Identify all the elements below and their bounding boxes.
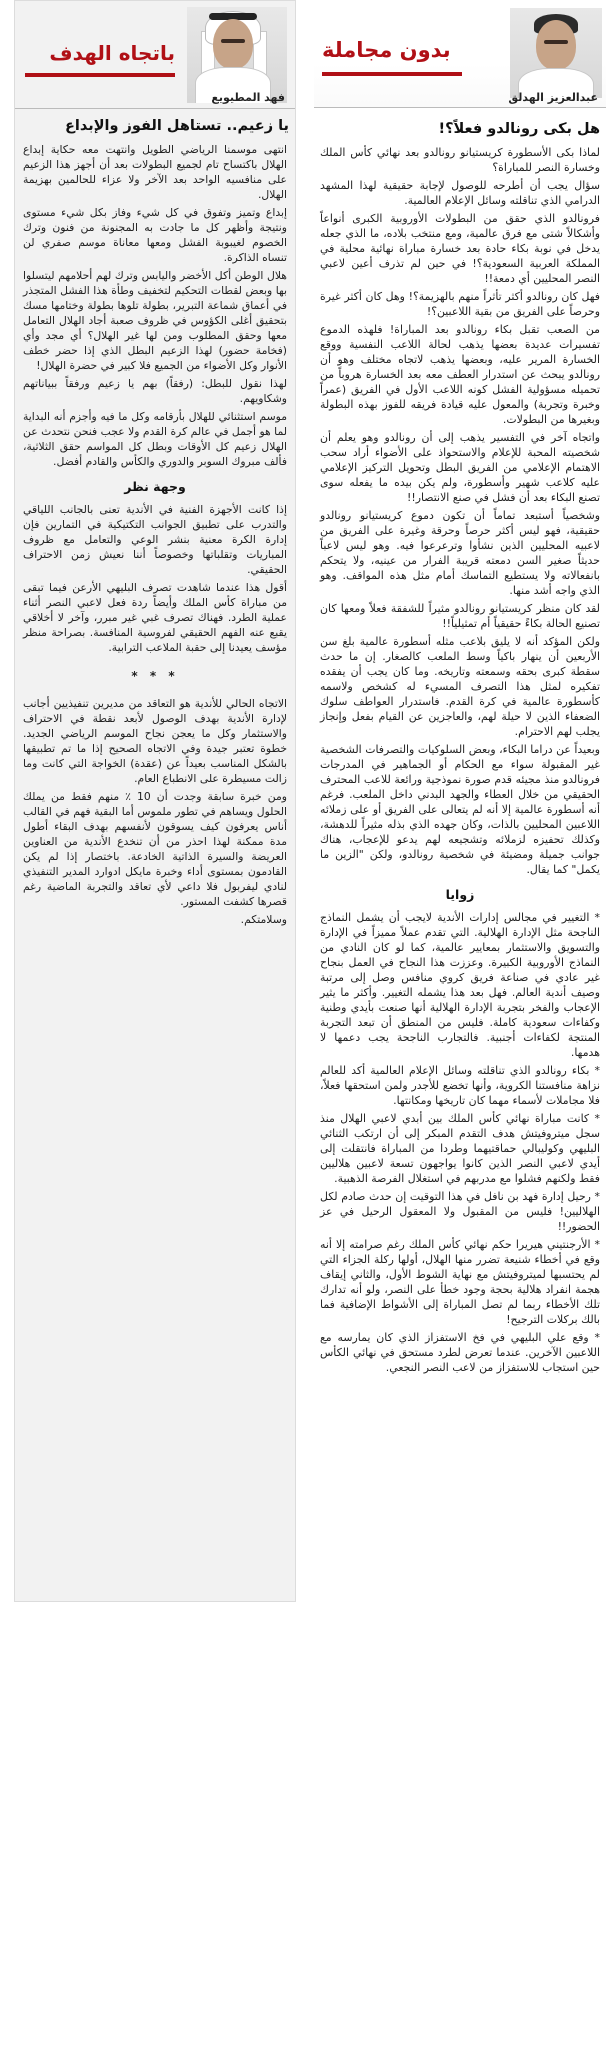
paragraph: إذا كانت الأجهزة الفنية في الأندية تعنى بالجانب اللياقي والتدرب على تطبيق الجوانب التكتيكية في التمارين فإن إدارة الكرة معنية بنشر الوعي والتعامل مع ظروف المباريات وتقلباتها وخصوصاً أننا نعيش زمن الاحتراف الحقيقي. [23,502,287,576]
column-header [314,0,606,108]
article-body [15,142,295,927]
paragraph: وبعيداً عن دراما البكاء، وبعض السلوكيات والتصرفات الشخصية غير المقبولة سواء مع الحكام أو الجماهير في المدرجات فرونالدو منذ مجيئه قدم صورة نموذجية ورائعة للاعب المحترف الحقيقي من خلال العطاء والجهد البدني داخل الملعب. فرغم أنه أسطورة عالمية إلا أنه لم يتعالى على الفريق أو على زملائه اللاعبين المحليين بالذات، وكان جهده الذي بذله مثيراً للدهشة، وكذلك تحفيزه لزملائه وتشجيعه لهم يدعو للإعجاب، هناك جوانب جميلة ومضيئة في شخصية رونالدو، ولكن "الزين ما يكمل" كما يقال. [320,742,600,876]
column-title: باتجاه الهدف [49,41,175,65]
article-title: هل بكى رونالدو فعلاً؟! [438,121,600,137]
paragraph: لماذا بكى الأسطورة كريستيانو رونالدو بعد نهائي كأس الملك وخسارة النصر للمباراة؟ [320,145,600,174]
closing-line: وسلامتكم. [240,912,287,926]
paragraph: سؤال يجب أن أطرحه للوصول لإجابة حقيقية لهذا المشهد الدرامي الذي تناقلته وسائل الإعلام العالمية. [320,178,600,207]
author-photo-icon [510,8,602,98]
zawaya-item: * الأرجنتيني هيريرا حكم نهائي كأس الملك رغم صرامته إلا أنه وقع في أخطاء شنيعة تضرر منها الهلال، أولها ركلة الجزاء التي لم يحتسبها لميتروفيتش مع نهاية الشوط الأول، والثاني إيقاف هجمة انفراد هلالية بحجة وجود خطأ على النصر، ولو أنه تدارك تلك الأخطاء ربما لم تصل المباراة إلى الأشواط الإضافية فما بالك بركلات الترجيح! [320,1237,600,1326]
author-name: فهد المطيويع [211,91,285,104]
accent-bar [322,72,462,76]
paragraph: موسم استثنائي للهلال بأرقامه وكل ما فيه وأجزم أنه البداية لما هو أجمل في عالم كرة القدم ولا عجب فنحن نتحدث عن الهلال زعيم كل الأوقات وبطل كل المواسم حقق الثلاثية، فألف مبروك السوبر والدوري والكأس والقادم أفضل. [23,409,287,468]
paragraph: فرونالدو الذي حقق من البطولات الأوروبية الكبرى أنواعاً وأشكالاً شتى مع فرق عالمية، ومع منتخب بلاده، ما الذي جعله يدخل في نوبة بكاء حادة بعد خسارة مباراة نهائية محلية في المملكة العربية السعودية؟! في حين لم تذرف أعين لاعبي النصر المحليين أي دمعة!! [320,211,600,285]
paragraph: من الصعب تقبل بكاء رونالدو بعد المباراة! فلهذه الدموع تفسيرات عديدة بعضها يذهب لحالة اللاعب النفسية ووقع الخسارة المرير عليه، وبعضها يذهب لاتجاه مختلف وهو أن رونالدو يبحث عن استدرار العطف معه بعد الخسارة هروباً من تحميله مسؤولية الفشل كونه اللاعب الأول في الفريق (عمراً وخبرة وتجربة) والمعول عليه قيادة فريقه للفوز بهذه البطولة وبغيرها من البطولات. [320,322,600,426]
accent-bar [25,73,175,77]
zawaya-item: * كانت مباراة نهائي كأس الملك بين أبدي لاعبي الهلال منذ سجل ميتروفيتش هدف التقدم المبكر إلى أن ارتكب الثنائي البليهي وكوليبالي حماقتيهما وطردا من المباراة فانتقلت إلى أيدي لاعبي النصر الذين كانوا يواجهون تسعة لاعبين هلاليين فقط ولكنهم فشلوا مع مدربهم في استغلال الفرصة الذهبية. [320,1111,600,1185]
zawaya-item: * التغيير في مجالس إدارات الأندية لايجب أن يشمل النماذج الناجحة مثل الإدارة الهلالية. التي تقدم عملاً مميزاً في الإدارة والتسويق والاستثمار بمعايير عالمية، كما لو كان النادي من النماذج الأوروبية الكبيرة. وعززت هذا النجاح في العمل بنجاح غير عادي في صناعة فريق كروي منافس وصل إلى مرتبة وصيف أندية العالم. فهل بعد هذا يشمله التغيير. وأكثر ما يثير الإعجاب والفخر بتجربة الإدارة الهلالية أنها صنعت بأيدي وطنية وكفاءات سعودية كاملة. فليس من المنطق أن تبعد التجربة المنتجة لكفاءات أجنبية. فالتجارب الناجحة يجب دعمها لا هدمها. [320,910,600,1059]
paragraph: انتهى موسمنا الرياضي الطويل وانتهت معه حكاية إبداع الهلال باكتساح تام لجميع البطولات بعد أن أجهز هذا الزعيم على منافسيه الواحد بعد الآخر ولا عزاء للحالمين بهزيمة الهلال. [23,142,287,201]
column-bedoon-mujamala [314,0,606,2064]
paragraph: الاتجاه الحالي للأندية هو التعاقد من مديرين تنفيذيين أجانب لإدارة الأندية بهدف الوصول لأبعد نقطة في الاحتراف والاستثمار وكل ما يعجن نجاح الموسم الرياضي الجديد. خطوة تعتبر جيدة وفي الاتجاه الصحيح إذا ما تم تطبيقها بالشكل المناسب بعيداً عن (عقدة) الخواجة التي كانت وما زالت مسيطرة على الانطباع العام. [23,696,287,785]
paragraph: واتجاه آخر في التفسير يذهب إلى أن رونالدو وهو يعلم أن شخصيته المحبة للإعلام والاستحواذ على الأضواء أراد سحب الاهتمام الإعلامي من الفريق البطل وتحويل التركيز الإعلامي عليه كلاعب شهير وأسطورة، ولم يكن بيده ما يفعله سوى تصنع البكاء بعد أن فشل في صنع الانتصار!! [320,430,600,504]
article-title: يا زعيم.. تستاهل الفوز والإبداع [65,118,289,134]
zawaya-item: * بكاء رونالدو الذي تناقلته وسائل الإعلام العالمية أكد للعالم نزاهة منافستنا الكروية، وأنها تخضع للأجدر ولمن استحقها فعلاً، فلا مجاملات لأسماء مهما كان تاريخها ومكانتها. [320,1063,600,1107]
author-photo-icon [187,7,287,103]
paragraph: لهذا نقول للبطل: (رفقاً) بهم يا زعيم ورفقاً ببياناتهم وشكاويهم. [23,376,287,405]
paragraph: لقد كان منظر كريستيانو رونالدو مثيراً للشفقة فعلاً ومعها كان تصنيع الحالة بكاءً حقيقياً أم تمثيلياً!! [320,601,600,630]
zawaya-item: * رحيل إدارة فهد بن نافل في هذا التوقيت إن حدث صادم لكل الهلاليين! فليس من المقبول ولا المعقول الرحيل في عز الحضور!! [320,1189,600,1233]
paragraph: فهل كان رونالدو أكثر تأثراً منهم بالهزيمة؟! وهل كان أكثر غيرة وحرصاً على الفريق من بقية اللاعبين؟! [320,289,600,318]
column-header [15,1,295,109]
column-title: بدون مجاملة [322,38,451,62]
paragraph: هلال الوطن أكل الأخضر واليابس وترك لهم أحلامهم ليتسلوا بها وبعض لقطات التحكيم لتخفيف وطأة هذا الفشل المتجذر في أعماق شماعة التبرير، بطولة تلوها بطولة وختامها مسك بتحقيق أغلى الكؤوس في ظروف صعبة أجاد الهلال التعامل معها وحقق المطلوب ومن لها غير الهلال؟ أي مجد وأي (فخامة حضور) لهذا الزعيم البطل الذي إذا حضر خطف الأنوار وكل الأضواء من الجميع فلا كبير في حضرة الهلال! [23,268,287,372]
section-separator: * * * [131,668,179,683]
column-ittijah-alhadaf [14,0,296,1602]
paragraph: إبداع وتميز وتفوق في كل شيء وفاز بكل شيء مستوى ونتيجة وأظهر كل ما جادت به المجنونة من فنون وترك الخصوم لغيبوبة الفشل ومعها معاناة موسم صفري لن تنساه الذاكرة. [23,205,287,264]
article-body [314,145,606,1375]
paragraph: وشخصياً أستبعد تماماً أن تكون دموع كريستيانو رونالدو حقيقية، فهو ليس أكثر حرصاً وحرقة وغيرة على الفريق من لاعبيه المحليين الذين نشأوا وترعرعوا فيه. وهو ليس لاعباً حديثاً صغير السن دمعته قريبة الفرار من عينيه، ولا يتحكم بانفعالاته ولا يستطيع التماسك أمام مثل هذه المواقف. وهو الذي واجه أشد منها. [320,508,600,597]
paragraph: ولكن المؤكد أنه لا يليق بلاعب مثله أسطورة عالمية بلغ سن الأربعين أن ينهار باكياً وسط الملعب كالصغار. إن ما حدث سقطة كبرى بحقه وسمعته وتاريخه. وما كان يجب أن يفقده تفكيره لمثل هذا التصرف المسيء له كشخص ولاسمه كأسطورة عالمية في كرة القدم. فاستدرار العواطف سلوك الضعفاء الذين لا حيلة لهم، والعاجزين عن القيام بفعل وإنجاز يجلب لهم الاحترام. [320,634,600,738]
paragraph: ومن خبرة سابقة وجدت أن 10 ٪ منهم فقط من يملك الحلول ويساهم في تطور ملموس أما البقية فهم في القالب أناس يعرفون كيف يسوقون لأنفسهم بهدف البقاء أطول مدة ممكنة لهذا احذر من أن تنخدع الأندية من العناوين العريضة والسيرة الذاتية الخادعة. باختصار إذا لم يكن القادمون بمستوى أداء وخبرة مايكل ادوارد المدير التنفيذي لنادي ليفربول فلا داعي لأي تعاقد والتجربة الماضية رغم قصرها كشفت المستور. [23,789,287,908]
section-heading: وجهة نظر [124,478,186,494]
zawaya-item: * وقع علي البليهي في فخ الاستفزاز الذي كان يمارسه مع اللاعبين الآخرين. عندما تعرض لطرد مستحق في نهائي الكأس حين استجاب للاستفزاز من لاعب النصر النجعي. [320,1330,600,1374]
zawaya-heading: زوايا [445,886,475,902]
author-name: عبدالعزيز الهدلق [508,91,598,104]
paragraph: أقول هذا عندما شاهدت تصرف البليهي الأرعن فيما تبقى من مباراة كأس الملك وأيضاً ردة فعل لاعبي النصر أثناء عملية الطرد. فهناك تصرف غبي غير مبرر، وآخر لا أخلاقي يقبع عنه الفهم الحقيقي لفروسية المنافسة. بصراحة منظر مؤسف يعيدنا إلى حقبة الملاعب الترابية. [23,580,287,654]
